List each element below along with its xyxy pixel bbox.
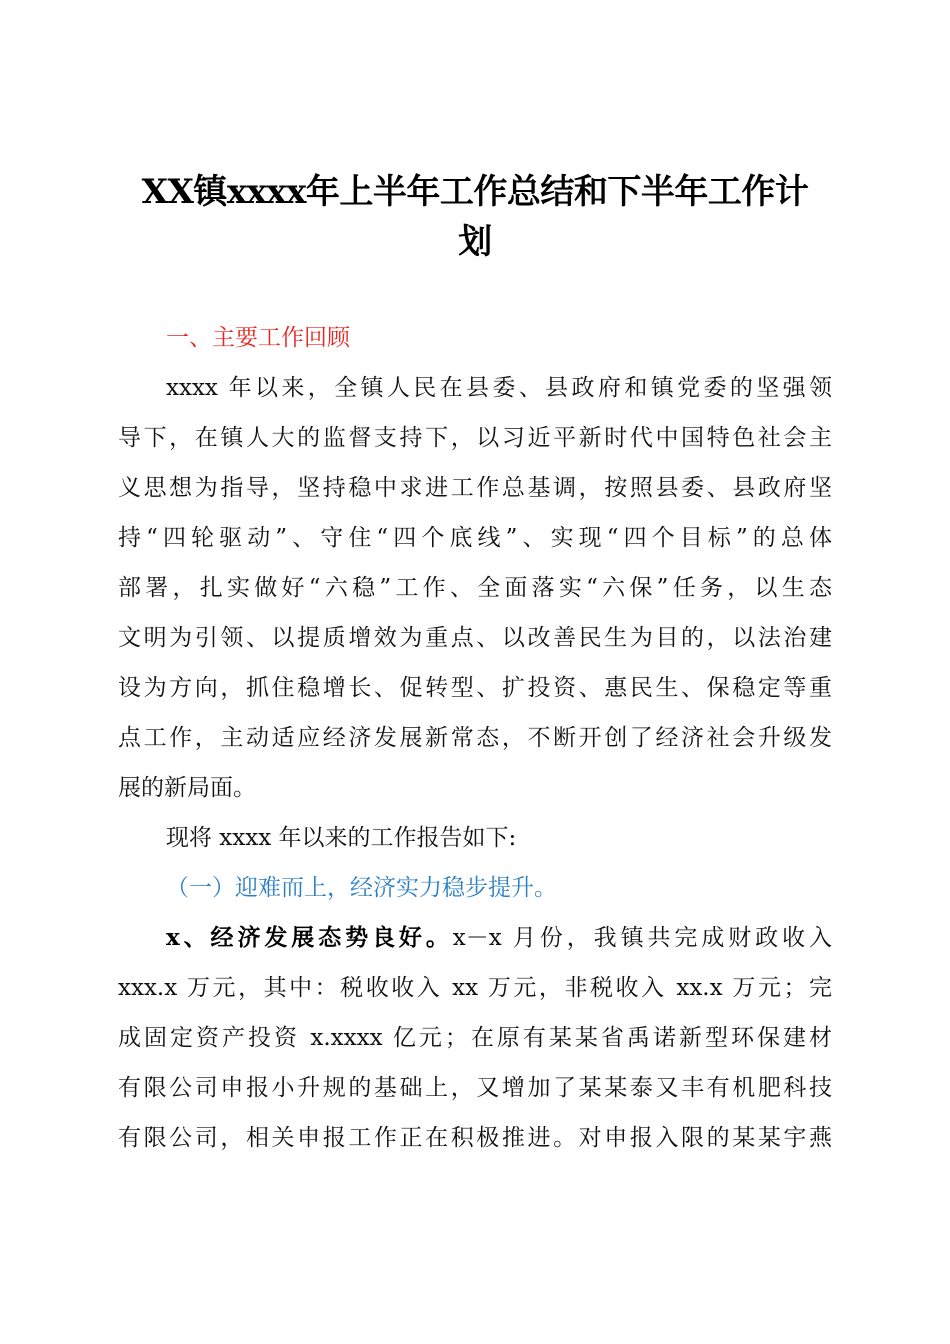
- paragraph-line: 设为方向，抓住稳增长、促转型、扩投资、惠民生、保稳定等重: [118, 675, 832, 701]
- paragraph-line: [166, 922, 832, 954]
- paragraph-line: 展的新局面。: [118, 775, 256, 801]
- paragraph-report-intro: 现将 xxxx 年以来的工作报告如下:: [166, 825, 517, 851]
- paragraph-bold-lead: x、经济发展态势良好。: [166, 924, 453, 951]
- paragraph-line: 文明为引领、以提质增效为重点、以改善民生为目的，以法治建: [118, 625, 832, 651]
- paragraph-line: 有限公司申报小升规的基础上，又增加了某某泰又丰有机肥科技: [118, 1075, 832, 1101]
- subsection-heading-economy: （一）迎难而上，经济实力稳步提升。: [166, 875, 557, 901]
- paragraph-line: xxx.x 万元，其中：税收收入 xx 万元，非税收入 xx.x 万元；完: [118, 975, 832, 1001]
- paragraph-line: 部署，扎实做好“六稳”工作、全面落实“六保”任务，以生态: [118, 575, 832, 601]
- paragraph-line: 导下，在镇人大的监督支持下，以习近平新时代中国特色社会主: [118, 425, 832, 451]
- paragraph-line: 有限公司，相关申报工作正在积极推进。对申报入限的某某宇燕: [118, 1125, 832, 1151]
- document-title-line-2: 划: [458, 222, 492, 262]
- paragraph-line: 成固定资产投资 x.xxxx 亿元；在原有某某省禹诺新型环保建材: [118, 1025, 832, 1051]
- section-heading-main-review: 一、主要工作回顾: [166, 325, 350, 351]
- paragraph-text: x－x 月份，我镇共完成财政收入: [452, 925, 832, 951]
- paragraph-line: 持“四轮驱动”、守住“四个底线”、实现“四个目标”的总体: [118, 525, 832, 551]
- document-title-line-1: XX镇xxxx年上半年工作总结和下半年工作计: [141, 172, 809, 212]
- paragraph-line: 义思想为指导，坚持稳中求进工作总基调，按照县委、县政府坚: [118, 475, 832, 501]
- paragraph-line: 点工作，主动适应经济发展新常态，不断开创了经济社会升级发: [118, 725, 832, 751]
- paragraph-line: xxxx 年以来，全镇人民在县委、县政府和镇党委的坚强领: [166, 375, 832, 401]
